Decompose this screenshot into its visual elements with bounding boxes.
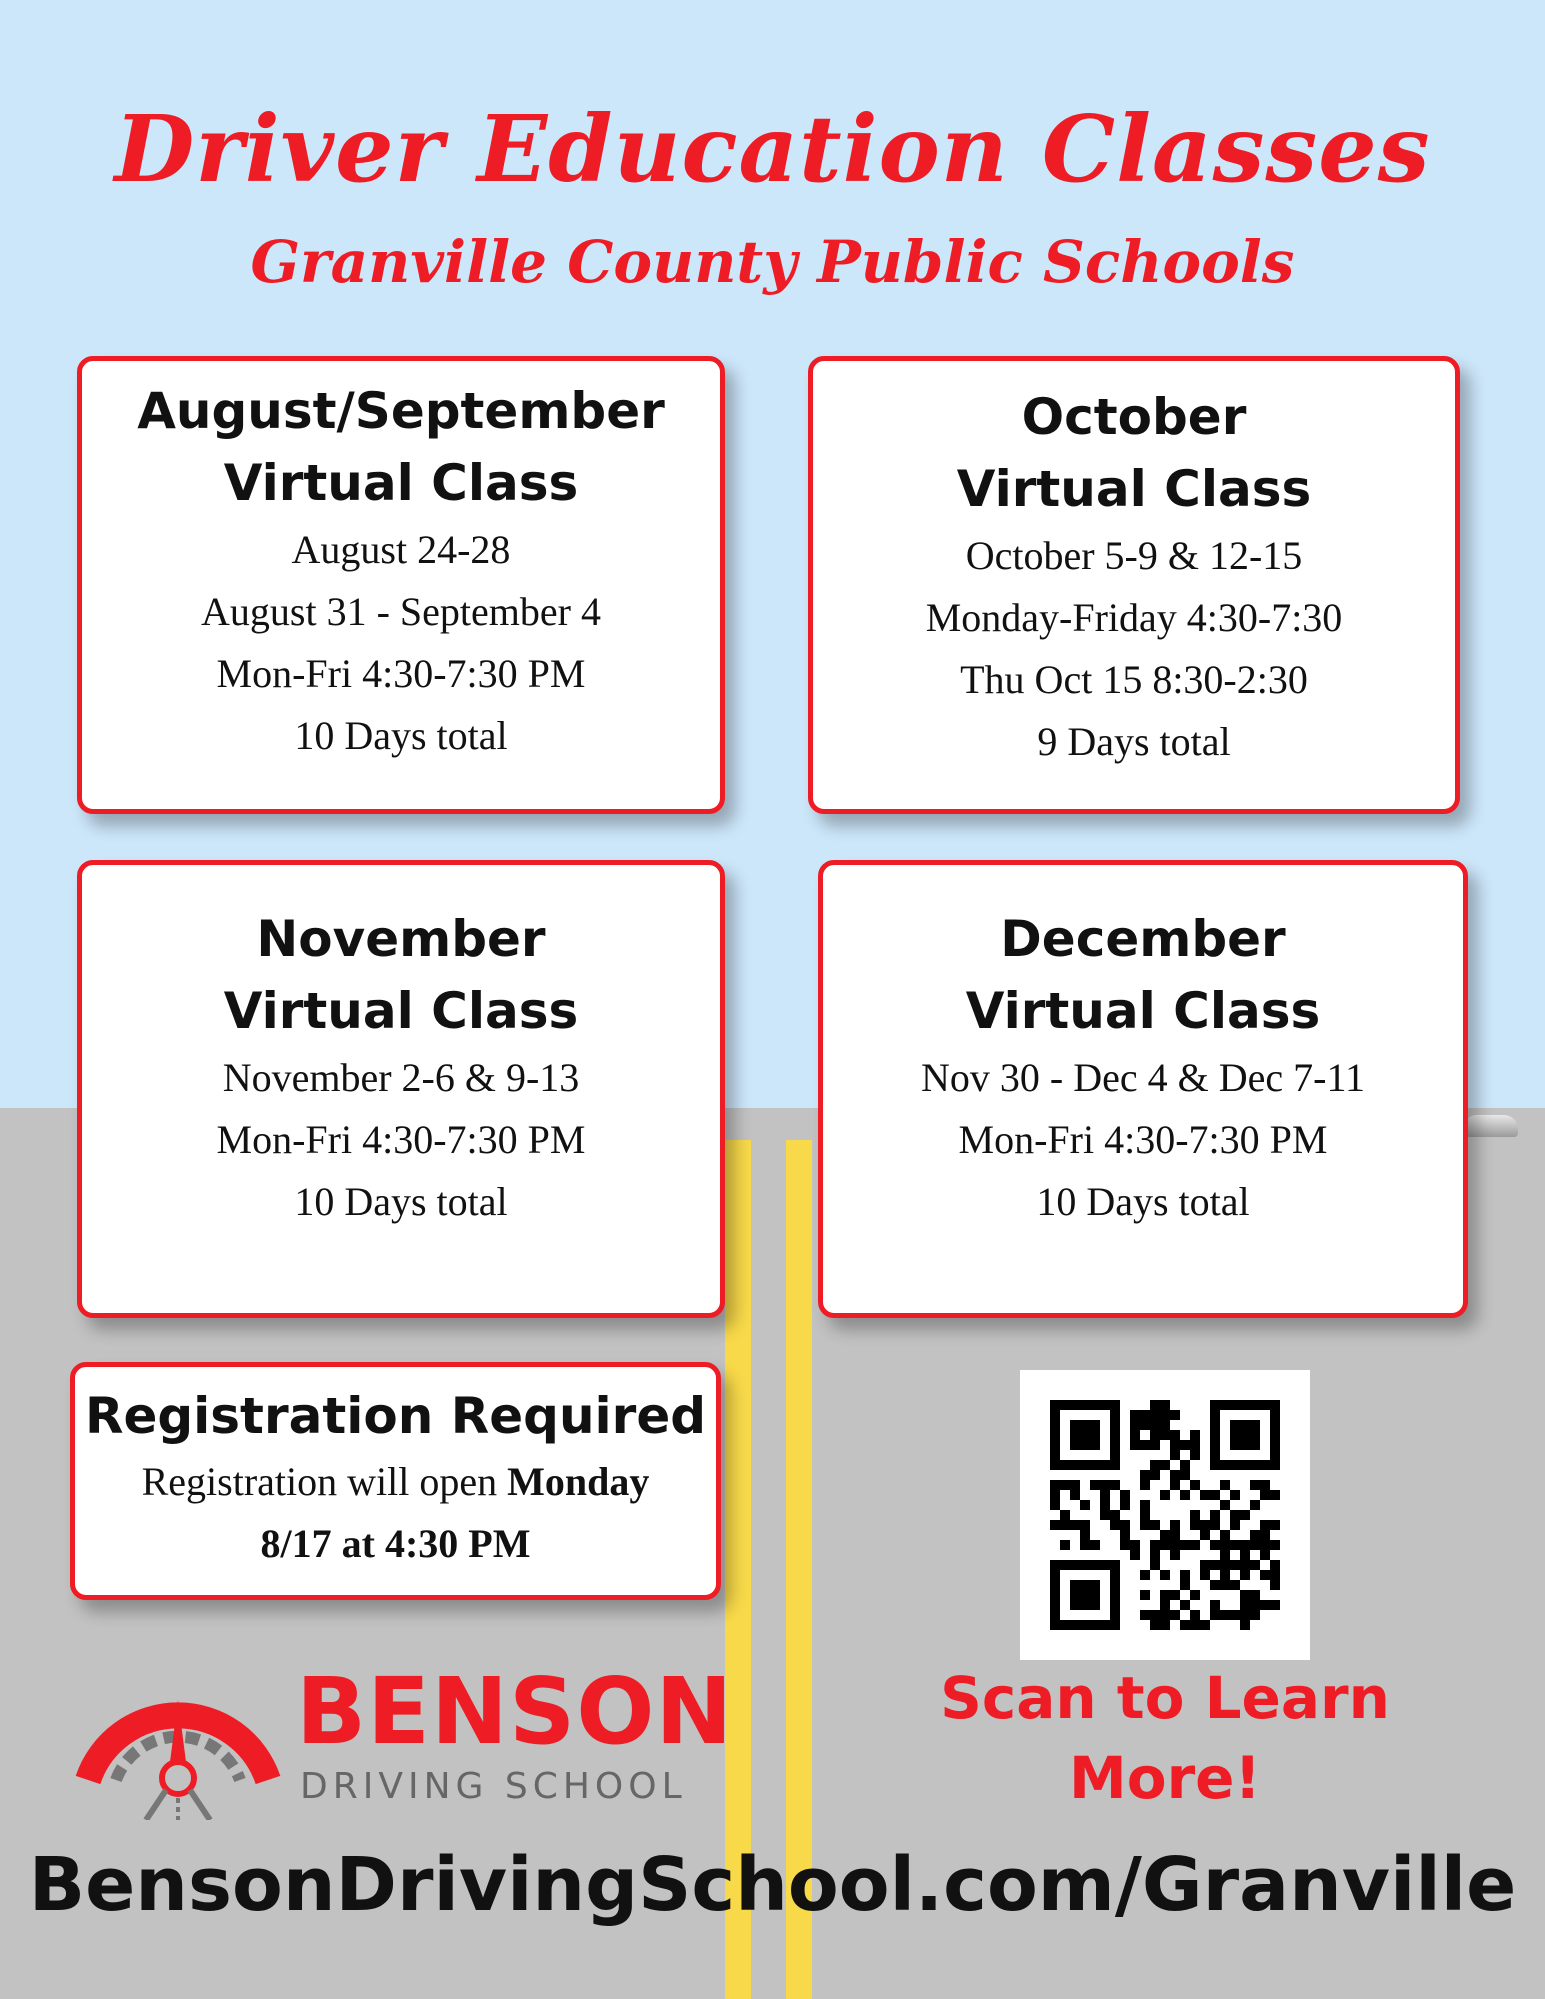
class-card-november: [77, 860, 725, 1318]
class-total-line: 9 Days total: [1037, 719, 1231, 764]
logo-tagline: DRIVING SCHOOL: [300, 1766, 687, 1807]
registration-day: Monday: [507, 1459, 650, 1504]
class-heading-month: August/September: [137, 382, 665, 440]
registration-time: [75, 1513, 716, 1575]
benson-logo: [68, 1640, 734, 1820]
website-url[interactable]: BensonDrivingSchool.com/Granville: [28, 1842, 1517, 1928]
class-heading-month: November: [256, 910, 546, 968]
registration-heading: Registration Required: [84, 1387, 707, 1445]
qr-code-icon: [1020, 1370, 1310, 1660]
class-heading-type: Virtual Class: [223, 454, 579, 512]
page-title: Driver Education Classes: [114, 95, 1431, 203]
class-date-line: November 2-6 & 9-13: [222, 1055, 580, 1100]
class-date-line: October 5-9 & 12-15: [965, 533, 1303, 578]
scan-caption-line-1: Scan to Learn: [940, 1664, 1390, 1732]
scan-caption: [905, 1658, 1425, 1818]
class-heading-type: Virtual Class: [223, 982, 579, 1040]
class-time-line: Mon-Fri 4:30-7:30 PM: [216, 651, 586, 696]
class-date-line: August 31 - September 4: [201, 589, 601, 634]
class-date-line: Nov 30 - Dec 4 & Dec 7-11: [921, 1055, 1365, 1100]
class-card-october: [808, 356, 1460, 814]
registration-datetime: 8/17 at 4:30 PM: [260, 1521, 531, 1566]
registration-card: [70, 1362, 721, 1600]
class-time-line: Thu Oct 15 8:30-2:30: [960, 657, 1308, 702]
class-total-line: 10 Days total: [1036, 1179, 1250, 1224]
qr-code[interactable]: [1020, 1370, 1310, 1660]
class-time-line: Monday-Friday 4:30-7:30: [925, 595, 1343, 640]
class-heading-month: October: [1021, 388, 1247, 446]
class-card-december: [818, 860, 1468, 1318]
class-time-line: Mon-Fri 4:30-7:30 PM: [216, 1117, 586, 1162]
logo-wordmark: BENSON: [296, 1658, 734, 1765]
page-subtitle: Granville County Public Schools: [250, 228, 1295, 296]
class-heading-type: Virtual Class: [965, 982, 1321, 1040]
scan-caption-line-2: More!: [1069, 1744, 1261, 1812]
car-icon: [1466, 1115, 1518, 1137]
class-date-line: August 24-28: [291, 527, 511, 572]
registration-text-prefix: Registration will open: [141, 1459, 508, 1504]
class-total-line: 10 Days total: [294, 1179, 508, 1224]
class-heading-month: December: [1000, 910, 1286, 968]
class-card-aug-sep: [77, 356, 725, 814]
registration-text: [75, 1451, 716, 1513]
class-heading-type: Virtual Class: [956, 460, 1312, 518]
class-total-line: 10 Days total: [294, 713, 508, 758]
speedometer-icon: [68, 1640, 288, 1820]
class-time-line: Mon-Fri 4:30-7:30 PM: [958, 1117, 1328, 1162]
